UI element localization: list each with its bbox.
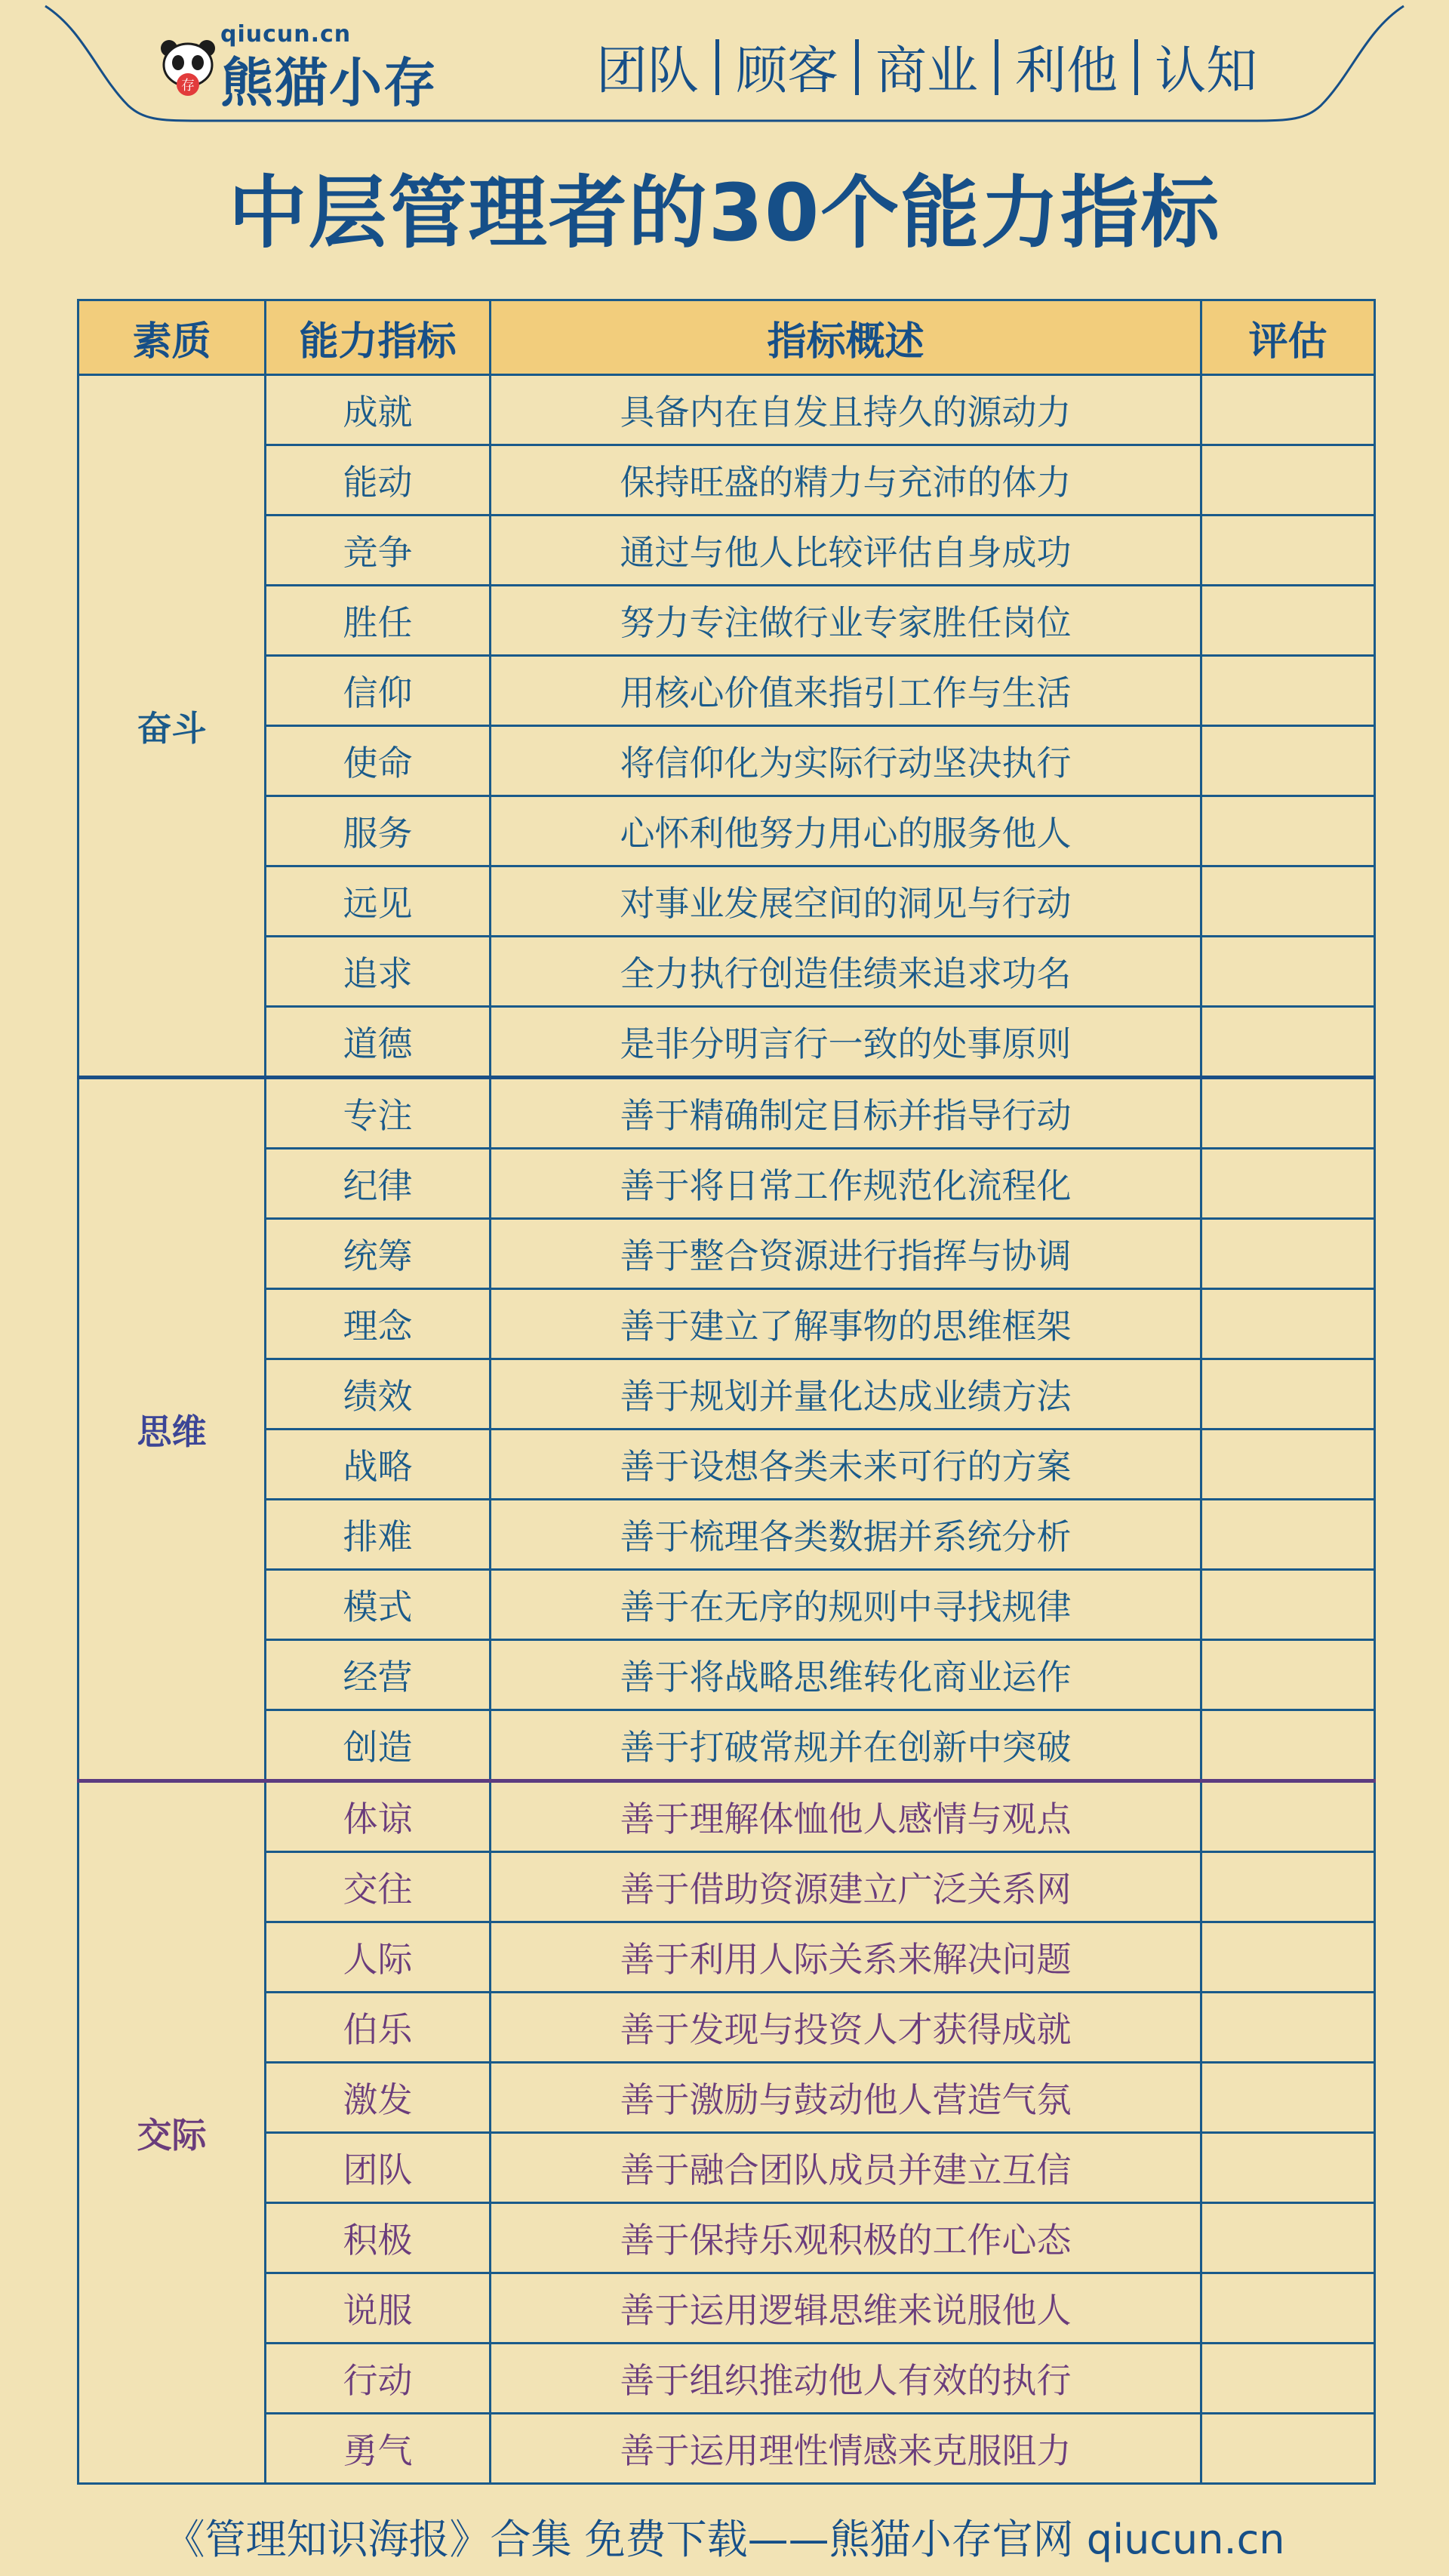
ability-cell: 伯乐 [266, 1993, 491, 2063]
ability-cell: 纪律 [266, 1149, 491, 1219]
description-cell: 善于理解体恤他人感情与观点 [491, 1781, 1201, 1852]
evaluation-cell[interactable] [1201, 1007, 1375, 1078]
table-row [78, 1570, 1375, 1640]
description-cell: 善于设想各类未来可行的方案 [491, 1430, 1201, 1500]
evaluation-cell[interactable] [1201, 516, 1375, 586]
description-cell: 善于融合团队成员并建立互信 [491, 2133, 1201, 2203]
description-cell: 是非分明言行一致的处事原则 [491, 1007, 1201, 1078]
table-row [78, 1289, 1375, 1359]
description-cell: 善于整合资源进行指挥与协调 [491, 1219, 1201, 1289]
evaluation-cell[interactable] [1201, 1781, 1375, 1852]
ability-cell: 激发 [266, 2063, 491, 2133]
category-cell: 奋斗 [78, 375, 266, 1078]
evaluation-cell[interactable] [1201, 937, 1375, 1007]
table-row [78, 2273, 1375, 2344]
description-cell: 善于运用理性情感来克服阻力 [491, 2414, 1201, 2484]
evaluation-cell[interactable] [1201, 2133, 1375, 2203]
evaluation-cell[interactable] [1201, 1149, 1375, 1219]
evaluation-cell[interactable] [1201, 1640, 1375, 1710]
description-cell: 全力执行创造佳绩来追求功名 [491, 937, 1201, 1007]
description-cell: 善于规划并量化达成业绩方法 [491, 1359, 1201, 1430]
nav-bar [596, 30, 1257, 103]
table-row [78, 796, 1375, 866]
ability-cell: 体谅 [266, 1781, 491, 1852]
ability-cell: 竞争 [266, 516, 491, 586]
description-cell: 将信仰化为实际行动坚决执行 [491, 726, 1201, 796]
table-row [78, 1219, 1375, 1289]
evaluation-cell[interactable] [1201, 1922, 1375, 1993]
description-cell: 心怀利他努力用心的服务他人 [491, 796, 1201, 866]
table-row [78, 937, 1375, 1007]
nav-separator [855, 39, 859, 95]
table-row [78, 1430, 1375, 1500]
description-cell: 善于组织推动他人有效的执行 [491, 2344, 1201, 2414]
evaluation-cell[interactable] [1201, 375, 1375, 445]
table-row [78, 2344, 1375, 2414]
table-row [78, 2203, 1375, 2273]
evaluation-cell[interactable] [1201, 2414, 1375, 2484]
table-row [78, 1781, 1375, 1852]
evaluation-cell[interactable] [1201, 2344, 1375, 2414]
ability-cell: 人际 [266, 1922, 491, 1993]
table-row [78, 1149, 1375, 1219]
table-row [78, 1640, 1375, 1710]
table-row [78, 2063, 1375, 2133]
brand-logo[interactable] [158, 21, 475, 114]
evaluation-cell[interactable] [1201, 2063, 1375, 2133]
ability-cell: 使命 [266, 726, 491, 796]
ability-cell: 经营 [266, 1640, 491, 1710]
table-row [78, 1852, 1375, 1922]
description-cell: 对事业发展空间的洞见与行动 [491, 866, 1201, 937]
table-row [78, 2133, 1375, 2203]
nav-item-altruism[interactable]: 利他 [1015, 42, 1118, 101]
description-cell: 善于建立了解事物的思维框架 [491, 1289, 1201, 1359]
ability-cell: 服务 [266, 796, 491, 866]
description-cell: 具备内在自发且持久的源动力 [491, 375, 1201, 445]
description-cell: 善于在无序的规则中寻找规律 [491, 1570, 1201, 1640]
evaluation-cell[interactable] [1201, 586, 1375, 656]
table-row [78, 375, 1375, 445]
description-cell: 通过与他人比较评估自身成功 [491, 516, 1201, 586]
description-cell: 善于利用人际关系来解决问题 [491, 1922, 1201, 1993]
category-cell: 交际 [78, 1781, 266, 2484]
ability-cell: 交往 [266, 1852, 491, 1922]
nav-separator [1134, 39, 1138, 95]
page-title: 中层管理者的30个能力指标 [228, 167, 1221, 259]
table-row [78, 656, 1375, 726]
description-cell: 善于借助资源建立广泛关系网 [491, 1852, 1201, 1922]
panda-icon [158, 38, 217, 98]
table-body [78, 375, 1375, 2484]
ability-cell: 胜任 [266, 586, 491, 656]
table-row [78, 1922, 1375, 1993]
evaluation-cell[interactable] [1201, 796, 1375, 866]
evaluation-cell[interactable] [1201, 656, 1375, 726]
header-quality: 素质 [78, 300, 266, 375]
header-evaluation: 评估 [1201, 300, 1375, 375]
ability-cell: 信仰 [266, 656, 491, 726]
ability-cell: 创造 [266, 1710, 491, 1781]
ability-cell: 成就 [266, 375, 491, 445]
table-row [78, 1710, 1375, 1781]
logo-site: qiucun.cn [220, 21, 352, 48]
evaluation-cell[interactable] [1201, 1078, 1375, 1149]
evaluation-cell[interactable] [1201, 1570, 1375, 1640]
evaluation-cell[interactable] [1201, 445, 1375, 516]
table-row [78, 445, 1375, 516]
table-row [78, 1359, 1375, 1430]
ability-cell: 远见 [266, 866, 491, 937]
table-row [78, 866, 1375, 937]
description-cell: 善于梳理各类数据并系统分析 [491, 1500, 1201, 1570]
ability-cell: 统筹 [266, 1219, 491, 1289]
footer-text: 《管理知识海报》合集 免费下载——熊猫小存官网 qiucun.cn [164, 2516, 1285, 2563]
table-row [78, 726, 1375, 796]
ability-cell: 理念 [266, 1289, 491, 1359]
nav-item-business[interactable]: 商业 [875, 42, 979, 101]
evaluation-cell[interactable] [1201, 1289, 1375, 1359]
evaluation-cell[interactable] [1201, 1852, 1375, 1922]
page-header [0, 0, 1449, 128]
logo-badge-text: 存 [181, 78, 195, 94]
evaluation-cell[interactable] [1201, 1993, 1375, 2063]
evaluation-cell[interactable] [1201, 1219, 1375, 1289]
description-cell: 善于发现与投资人才获得成就 [491, 1993, 1201, 2063]
ability-cell: 战略 [266, 1430, 491, 1500]
description-cell: 善于精确制定目标并指导行动 [491, 1078, 1201, 1149]
header-ability: 能力指标 [266, 300, 491, 375]
nav-item-team[interactable]: 团队 [596, 42, 700, 101]
ability-cell: 说服 [266, 2273, 491, 2344]
evaluation-cell[interactable] [1201, 1710, 1375, 1781]
description-cell: 善于将日常工作规范化流程化 [491, 1149, 1201, 1219]
nav-item-customer[interactable]: 顾客 [736, 42, 839, 101]
evaluation-cell[interactable] [1201, 1430, 1375, 1500]
table-header-row [78, 300, 1375, 375]
ability-cell: 能动 [266, 445, 491, 516]
logo-name: 熊猫小存 [220, 52, 438, 114]
ability-cell: 排难 [266, 1500, 491, 1570]
ability-cell: 积极 [266, 2203, 491, 2273]
description-cell: 用核心价值来指引工作与生活 [491, 656, 1201, 726]
evaluation-cell[interactable] [1201, 2273, 1375, 2344]
table-row [78, 1078, 1375, 1149]
table-row [78, 516, 1375, 586]
ability-cell: 专注 [266, 1078, 491, 1149]
description-cell: 善于打破常规并在创新中突破 [491, 1710, 1201, 1781]
description-cell: 善于保持乐观积极的工作心态 [491, 2203, 1201, 2273]
ability-table [77, 299, 1376, 2485]
evaluation-cell[interactable] [1201, 2203, 1375, 2273]
ability-cell: 团队 [266, 2133, 491, 2203]
nav-item-cognition[interactable]: 认知 [1155, 42, 1258, 101]
nav-separator [715, 39, 719, 95]
description-cell: 善于运用逻辑思维来说服他人 [491, 2273, 1201, 2344]
evaluation-cell[interactable] [1201, 1500, 1375, 1570]
ability-cell: 道德 [266, 1007, 491, 1078]
evaluation-cell[interactable] [1201, 726, 1375, 796]
evaluation-cell[interactable] [1201, 1359, 1375, 1430]
ability-cell: 绩效 [266, 1359, 491, 1430]
description-cell: 努力专注做行业专家胜任岗位 [491, 586, 1201, 656]
ability-cell: 模式 [266, 1570, 491, 1640]
table-row [78, 586, 1375, 656]
ability-cell: 勇气 [266, 2414, 491, 2484]
table-row [78, 1007, 1375, 1078]
ability-cell: 行动 [266, 2344, 491, 2414]
description-cell: 保持旺盛的精力与充沛的体力 [491, 445, 1201, 516]
table-row [78, 1500, 1375, 1570]
evaluation-cell[interactable] [1201, 866, 1375, 937]
description-cell: 善于激励与鼓动他人营造气氛 [491, 2063, 1201, 2133]
ability-cell: 追求 [266, 937, 491, 1007]
description-cell: 善于将战略思维转化商业运作 [491, 1640, 1201, 1710]
table-row [78, 1993, 1375, 2063]
header-description: 指标概述 [491, 300, 1201, 375]
table-row [78, 2414, 1375, 2484]
nav-separator [995, 39, 998, 95]
category-cell: 思维 [78, 1078, 266, 1781]
